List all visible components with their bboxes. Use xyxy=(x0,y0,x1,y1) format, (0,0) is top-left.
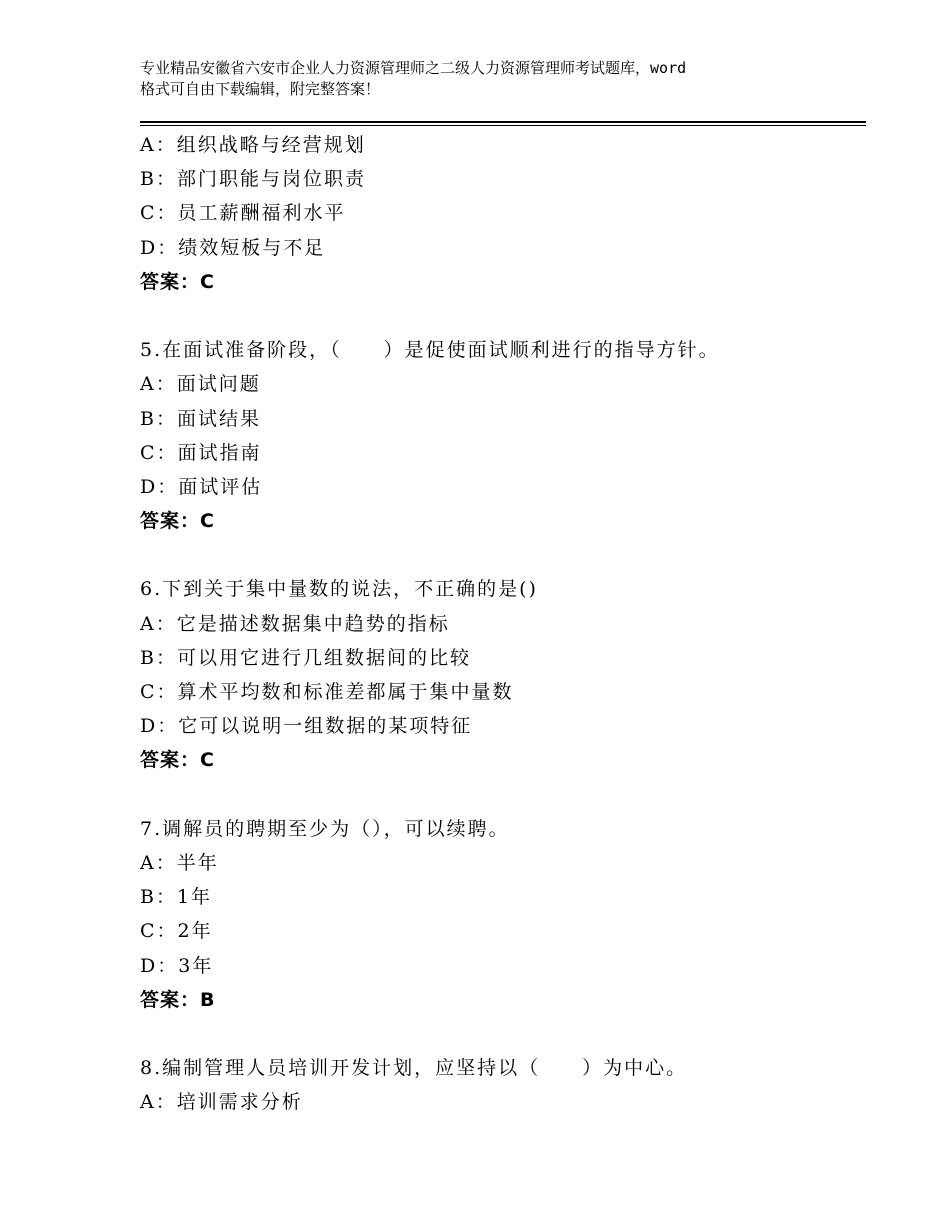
answer: 答案：C xyxy=(140,510,215,533)
option-d: D：3年 xyxy=(140,954,214,977)
option-a: A：组织战略与经营规划 xyxy=(140,134,366,156)
header-title-line-2: 格式可自由下载编辑，附完整答案！ xyxy=(140,80,381,98)
header-title-line-1: 专业精品安徽省六安市企业人力资源管理师之二级人力资源管理师考试题库，word xyxy=(140,59,687,77)
option-c: C：算术平均数和标准差都属于集中量数 xyxy=(140,681,514,703)
answer: 答案：B xyxy=(140,988,216,1011)
question-stem: 7.调解员的聘期至少为（），可以续聘。 xyxy=(140,817,510,840)
question-stem: 8.编制管理人员培训开发计划，应坚持以（ ）为中心。 xyxy=(140,1057,688,1080)
option-a: A：面试问题 xyxy=(140,373,261,396)
question-spacer xyxy=(140,538,860,572)
option-c: C：员工薪酬福利水平 xyxy=(140,202,346,225)
option-b: B：可以用它进行几组数据间的比较 xyxy=(140,646,471,669)
question-5 xyxy=(140,333,860,538)
answer: 答案：C xyxy=(140,749,215,772)
question-spacer xyxy=(140,1017,860,1051)
option-c: C：2年 xyxy=(140,920,213,943)
option-b: B：面试结果 xyxy=(140,407,261,430)
question-7 xyxy=(140,812,860,1017)
option-d: D：它可以说明一组数据的某项特征 xyxy=(140,715,473,738)
option-a: A：半年 xyxy=(140,851,219,874)
question-spacer xyxy=(140,778,860,812)
question-stem: 6.下到关于集中量数的说法，不正确的是() xyxy=(140,578,538,601)
question-4-tail xyxy=(140,128,860,299)
option-a: A：培训需求分析 xyxy=(140,1091,303,1114)
option-c: C：面试指南 xyxy=(140,441,262,464)
question-spacer xyxy=(140,299,860,333)
option-a: A：它是描述数据集中趋势的指标 xyxy=(140,612,450,635)
question-6 xyxy=(140,572,860,777)
question-stem: 5.在面试准备阶段，（ ）是促使面试顺利进行的指导方针。 xyxy=(140,339,720,362)
answer: 答案：C xyxy=(140,270,215,293)
option-d: D：绩效短板与不足 xyxy=(140,236,326,259)
header-rule-thick xyxy=(140,121,866,123)
option-b: B：1年 xyxy=(140,886,213,909)
option-d: D：面试评估 xyxy=(140,475,263,498)
header-rule-thin xyxy=(140,125,866,126)
question-list xyxy=(140,128,860,1119)
question-8 xyxy=(140,1051,860,1119)
option-b: B：部门职能与岗位职责 xyxy=(140,168,366,191)
document-header xyxy=(140,58,830,100)
